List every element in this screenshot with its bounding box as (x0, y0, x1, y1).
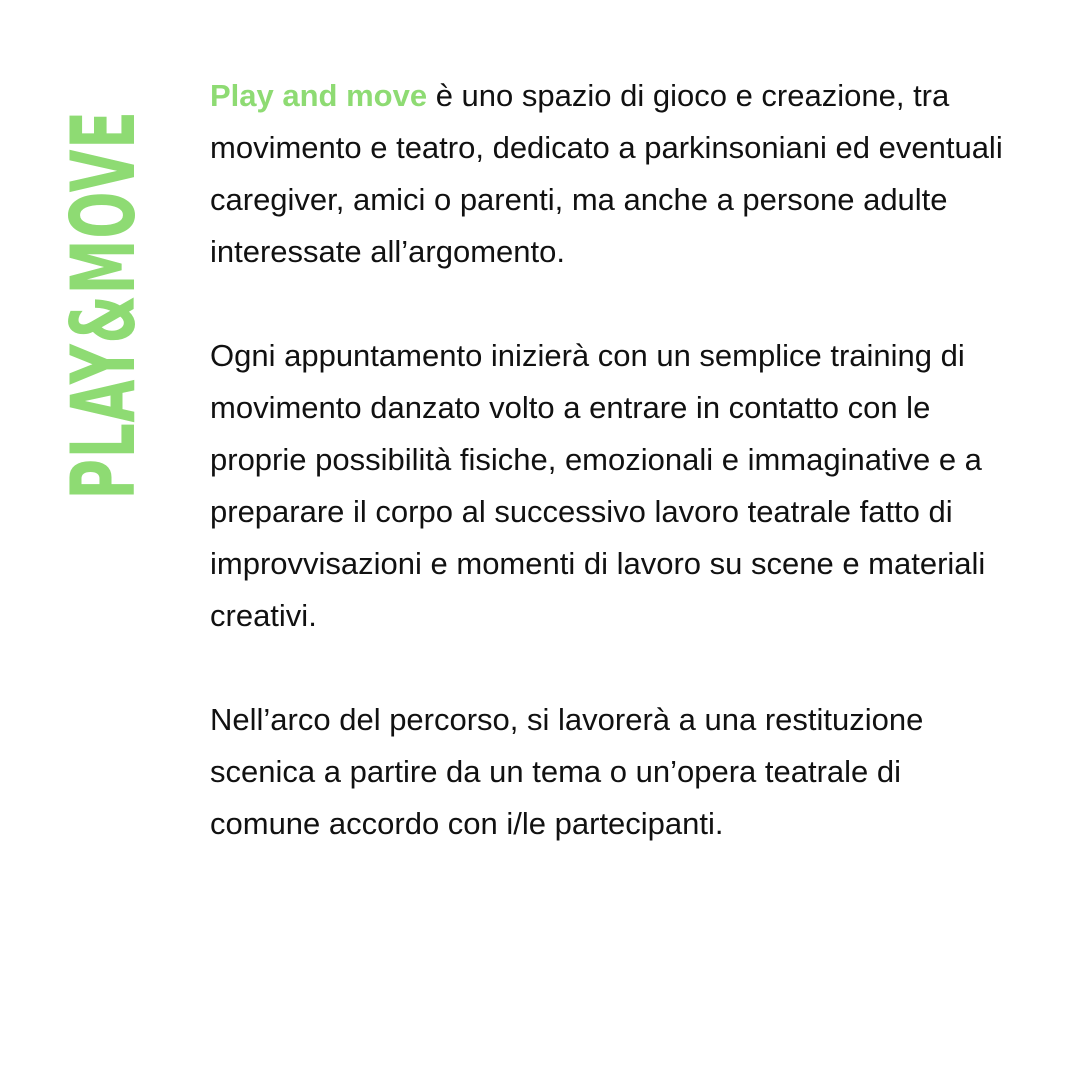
vertical-title-text: PLAY&MOVE (52, 110, 155, 500)
vertical-title-container (52, 70, 155, 540)
intro-rest-text: è uno spazio di gioco e creazione, tra movimento e teatro, dedicato a parkinsoniani ed eventuali caregiver, amici o parenti, ma anche a persone adulte interessate all’argomento. (210, 78, 1003, 269)
training-paragraph: Ogni appuntamento inizierà con un semplice training di movimento danzato volto a entrare in contatto con le proprie possibilità fisiche, emozionali e immaginative e a preparare il corpo al successivo lavoro teatrale fatto di improvvisazioni e momenti di lavoro su scene e materiali creativi. (210, 338, 986, 633)
intro-paragraph (210, 70, 1010, 278)
intro-highlight-text: Play and move (210, 78, 428, 113)
main-text-content (210, 70, 1010, 850)
vertical-title (52, 70, 155, 540)
performance-paragraph: Nell’arco del percorso, si lavorerà a una restituzione scenica a partire da un tema o un’opera teatrale di comune accordo con i/le partecipanti. (210, 702, 924, 841)
